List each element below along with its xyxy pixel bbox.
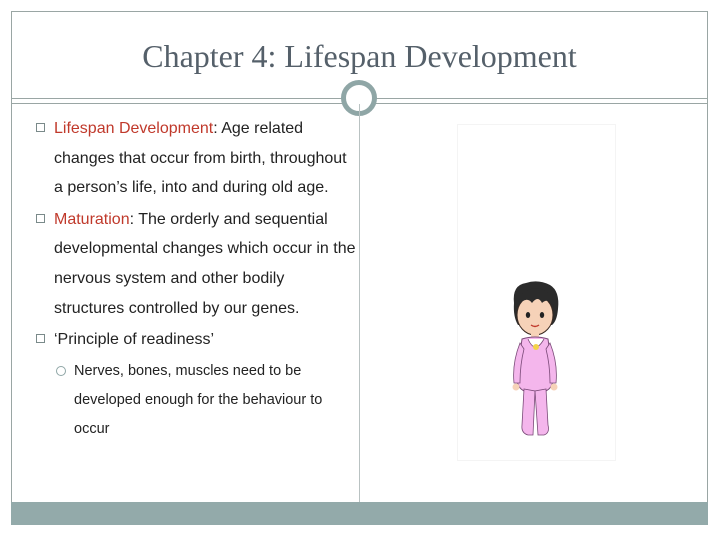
circle-bullet-icon (56, 366, 66, 376)
square-bullet-icon (36, 214, 45, 223)
sub-bullet-text: Nerves, bones, muscles need to be developed enough for the behaviour to occur (74, 362, 323, 437)
definition-text: : The orderly and sequential developmental changes which occur in the nervous system and other bodily structures controlled by our genes. (54, 210, 356, 317)
bullet-list (36, 114, 356, 444)
bullet-text: ‘Principle of readiness’ (54, 331, 215, 349)
bullet-item-maturation (36, 205, 356, 323)
key-term: Maturation (54, 210, 130, 228)
slide-title: Chapter 4: Lifespan Development (142, 38, 577, 74)
column-divider (359, 104, 360, 502)
girl-illustration (458, 125, 615, 460)
bullet-item-readiness (36, 325, 356, 355)
key-term: Lifespan Development (54, 120, 214, 137)
illustration-panel (458, 125, 615, 460)
bullet-item-lifespan (36, 114, 356, 203)
sub-bullet-item (36, 357, 356, 444)
definition-text: : Age related changes that occur from birth, throughout a person’s life, into and during old age. (54, 120, 347, 197)
square-bullet-icon (36, 334, 45, 343)
square-bullet-icon (36, 123, 45, 132)
footer-bar (11, 502, 708, 525)
